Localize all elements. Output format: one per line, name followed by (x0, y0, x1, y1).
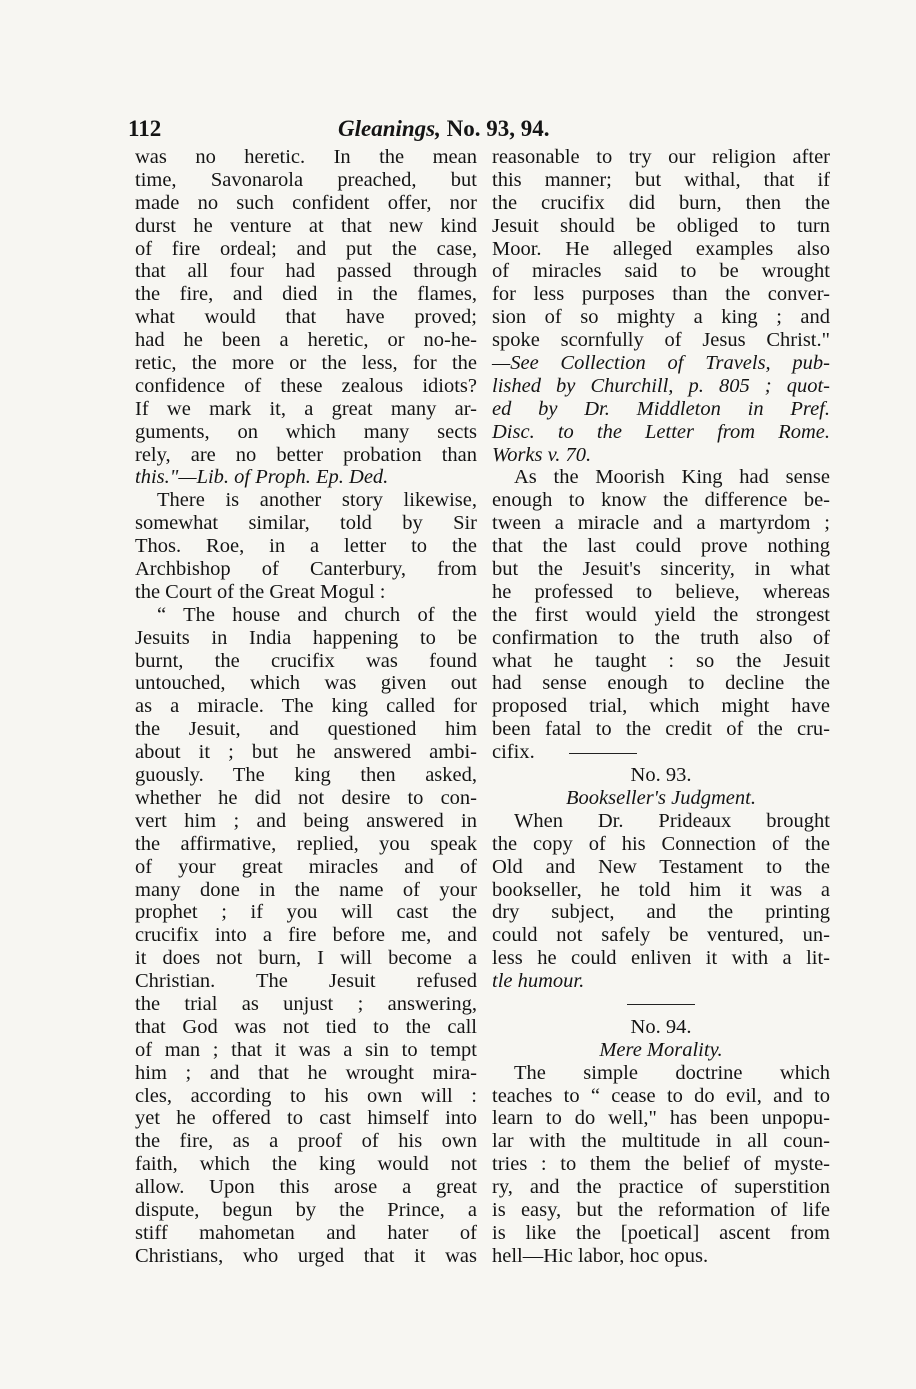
text-line: the Jesuit, and questioned him (135, 718, 477, 741)
text-line: of miracles said to be wrought (492, 260, 830, 283)
running-title-numbers: No. 93, 94. (446, 116, 550, 141)
text-line: had he been a heretic, or no-he- (135, 329, 477, 352)
text-line: made no such confident offer, nor (135, 191, 477, 214)
text-line: dispute, begun by the Prince, a (135, 1198, 477, 1221)
text-line: somewhat similar, told by Sir (135, 512, 477, 535)
text-line: lar with the multitude in all coun- (492, 1130, 830, 1153)
text-line: ry, and the practice of superstition (492, 1176, 830, 1199)
section-title-94: Mere Morality. (599, 1038, 723, 1061)
text-line: vert him ; and being answered in (135, 809, 477, 832)
text-line: untouched, which was given out (135, 672, 477, 695)
text-line: time, Savonarola preached, but (135, 168, 477, 191)
text-line: was no heretic. In the mean (135, 146, 477, 168)
text-line: as a miracle. The king called for (135, 695, 477, 718)
text-line: bookseller, he told him it was a (492, 878, 830, 901)
text-line: Moor. He alleged examples also (492, 237, 830, 260)
text-line: that the last could prove nothing (492, 535, 830, 558)
text-line: hell—Hic labor, hoc opus. (492, 1244, 709, 1267)
text-line: Old and New Testament to the (492, 855, 830, 878)
text-line: but the Jesuit's sincerity, in what (492, 558, 830, 581)
text-line: teaches to “ cease to do evil, and to (492, 1084, 830, 1107)
running-title-text: Gleanings, (338, 116, 441, 141)
text-line: had sense enough to decline the (492, 672, 830, 695)
text-line: durst he venture at that new kind (135, 214, 477, 237)
text-line: of man ; that it was a sin to tempt (135, 1038, 477, 1061)
section-divider (492, 993, 830, 1016)
text-line: lished by Churchill, p. 805 ; quot- (492, 374, 830, 397)
text-line: enough to know the difference be- (492, 489, 830, 512)
text-line: the fire, as a proof of his own (135, 1130, 477, 1153)
text-line: guments, on which many sects (135, 420, 477, 443)
text-line: prophet ; if you will cast the (135, 901, 477, 924)
text-line: less he could enliven it with a lit- (492, 947, 830, 970)
text-line: of your great miracles and of (135, 855, 477, 878)
text-line: what would that have proved; (135, 306, 477, 329)
text-line: confirmation to the truth also of (492, 626, 830, 649)
text-line: If we mark it, a great many ar- (135, 397, 477, 420)
text-line: Disc. to the Letter from Rome. (492, 420, 830, 443)
text-line: Thos. Roe, in a letter to the (135, 535, 477, 558)
text-line: reasonable to try our religion after (492, 146, 830, 168)
text-line: could not safely be ventured, un- (492, 924, 830, 947)
text-line: of fire ordeal; and put the case, (135, 237, 477, 260)
text-line: guously. The king then asked, (135, 764, 477, 787)
text-line: confidence of these zealous idiots? (135, 374, 477, 397)
text-line: “ The house and church of the (157, 603, 477, 626)
text-line: ed by Dr. Middleton in Pref. (492, 397, 830, 420)
text-line: this."—Lib. of Proph. Ep. Ded. (135, 466, 389, 489)
text-line: faith, which the king would not (135, 1153, 477, 1176)
text-line: When Dr. Prideaux brought (514, 809, 830, 832)
text-line: many done in the name of your (135, 878, 477, 901)
text-line: learn to do well," has been unpopu- (492, 1107, 830, 1130)
text-line: dry subject, and the printing (492, 901, 830, 924)
text-line: tries : to them the belief of myste- (492, 1153, 830, 1176)
text-line: the copy of his Connection of the (492, 832, 830, 855)
left-column (135, 146, 477, 1268)
text-line: crucifix into a fire before me, and (135, 924, 477, 947)
text-line: he professed to believe, whereas (492, 580, 830, 603)
text-line: Jesuit should be obliged to turn (492, 214, 830, 237)
text-line: the affirmative, replied, you speak (135, 832, 477, 855)
section-title-93: Bookseller's Judgment. (566, 786, 756, 809)
text-line: sion of so mighty a king ; and (492, 306, 830, 329)
text-line: cles, according to his own will : (135, 1084, 477, 1107)
text-line: allow. Upon this arose a great (135, 1176, 477, 1199)
text-line: tween a miracle and a martyrdom ; (492, 512, 830, 535)
text-line: whether he did not desire to con- (135, 786, 477, 809)
text-line: that all four had passed through (135, 260, 477, 283)
running-title (338, 116, 550, 142)
text-line: rely, are no better probation than (135, 443, 477, 466)
text-line: it does not burn, I will become a (135, 947, 477, 970)
text-line: —See Collection of Travels, pub- (492, 352, 830, 375)
text-line: been fatal to the credit of the cru- (492, 718, 830, 741)
text-line: burnt, the crucifix was found (135, 649, 477, 672)
text-line: what he taught : so the Jesuit (492, 649, 830, 672)
text-line: stiff mahometan and hater of (135, 1221, 477, 1244)
right-column (492, 146, 830, 1268)
text-line: for less purposes than the conver- (492, 283, 830, 306)
text-line: yet he offered to cast himself into (135, 1107, 477, 1130)
text-line (492, 741, 830, 764)
text-line: is like the [poetical] ascent from (492, 1221, 830, 1244)
section-divider (569, 753, 637, 754)
text-line-end: cifix. (492, 741, 535, 764)
text-line: the Court of the Great Mogul : (135, 580, 386, 603)
section-number-94: No. 94. (630, 1015, 692, 1038)
section-number-93: No. 93. (630, 764, 692, 787)
text-line: the fire, and died in the flames, (135, 283, 477, 306)
text-line: is easy, but the reformation of life (492, 1198, 830, 1221)
text-line: that God was not tied to the call (135, 1015, 477, 1038)
page-header (128, 112, 828, 146)
text-line: Christian. The Jesuit refused (135, 970, 477, 993)
text-line: retic, the more or the less, for the (135, 352, 477, 375)
text-line: As the Moorish King had sense (514, 466, 830, 489)
text-line: the first would yield the strongest (492, 603, 830, 626)
text-line: this manner; but withal, that if (492, 168, 830, 191)
text-line: about it ; but he answered ambi- (135, 741, 477, 764)
text-line: Archbishop of Canterbury, from (135, 558, 477, 581)
text-line: Works v. 70. (492, 443, 592, 466)
text-line: tle humour. (492, 970, 585, 993)
text-line: Christians, who urged that it was (135, 1244, 477, 1267)
text-line: The simple doctrine which (514, 1061, 830, 1084)
text-line: the crucifix did burn, then the (492, 191, 830, 214)
text-line: Jesuits in India happening to be (135, 626, 477, 649)
text-line: proposed trial, which might have (492, 695, 830, 718)
text-line: spoke scornfully of Jesus Christ." (492, 329, 830, 352)
text-line: the trial as unjust ; answering, (135, 992, 477, 1015)
page-number: 112 (128, 116, 162, 141)
text-line: There is another story likewise, (157, 489, 477, 512)
text-line: him ; and that he wrought mira- (135, 1061, 477, 1084)
